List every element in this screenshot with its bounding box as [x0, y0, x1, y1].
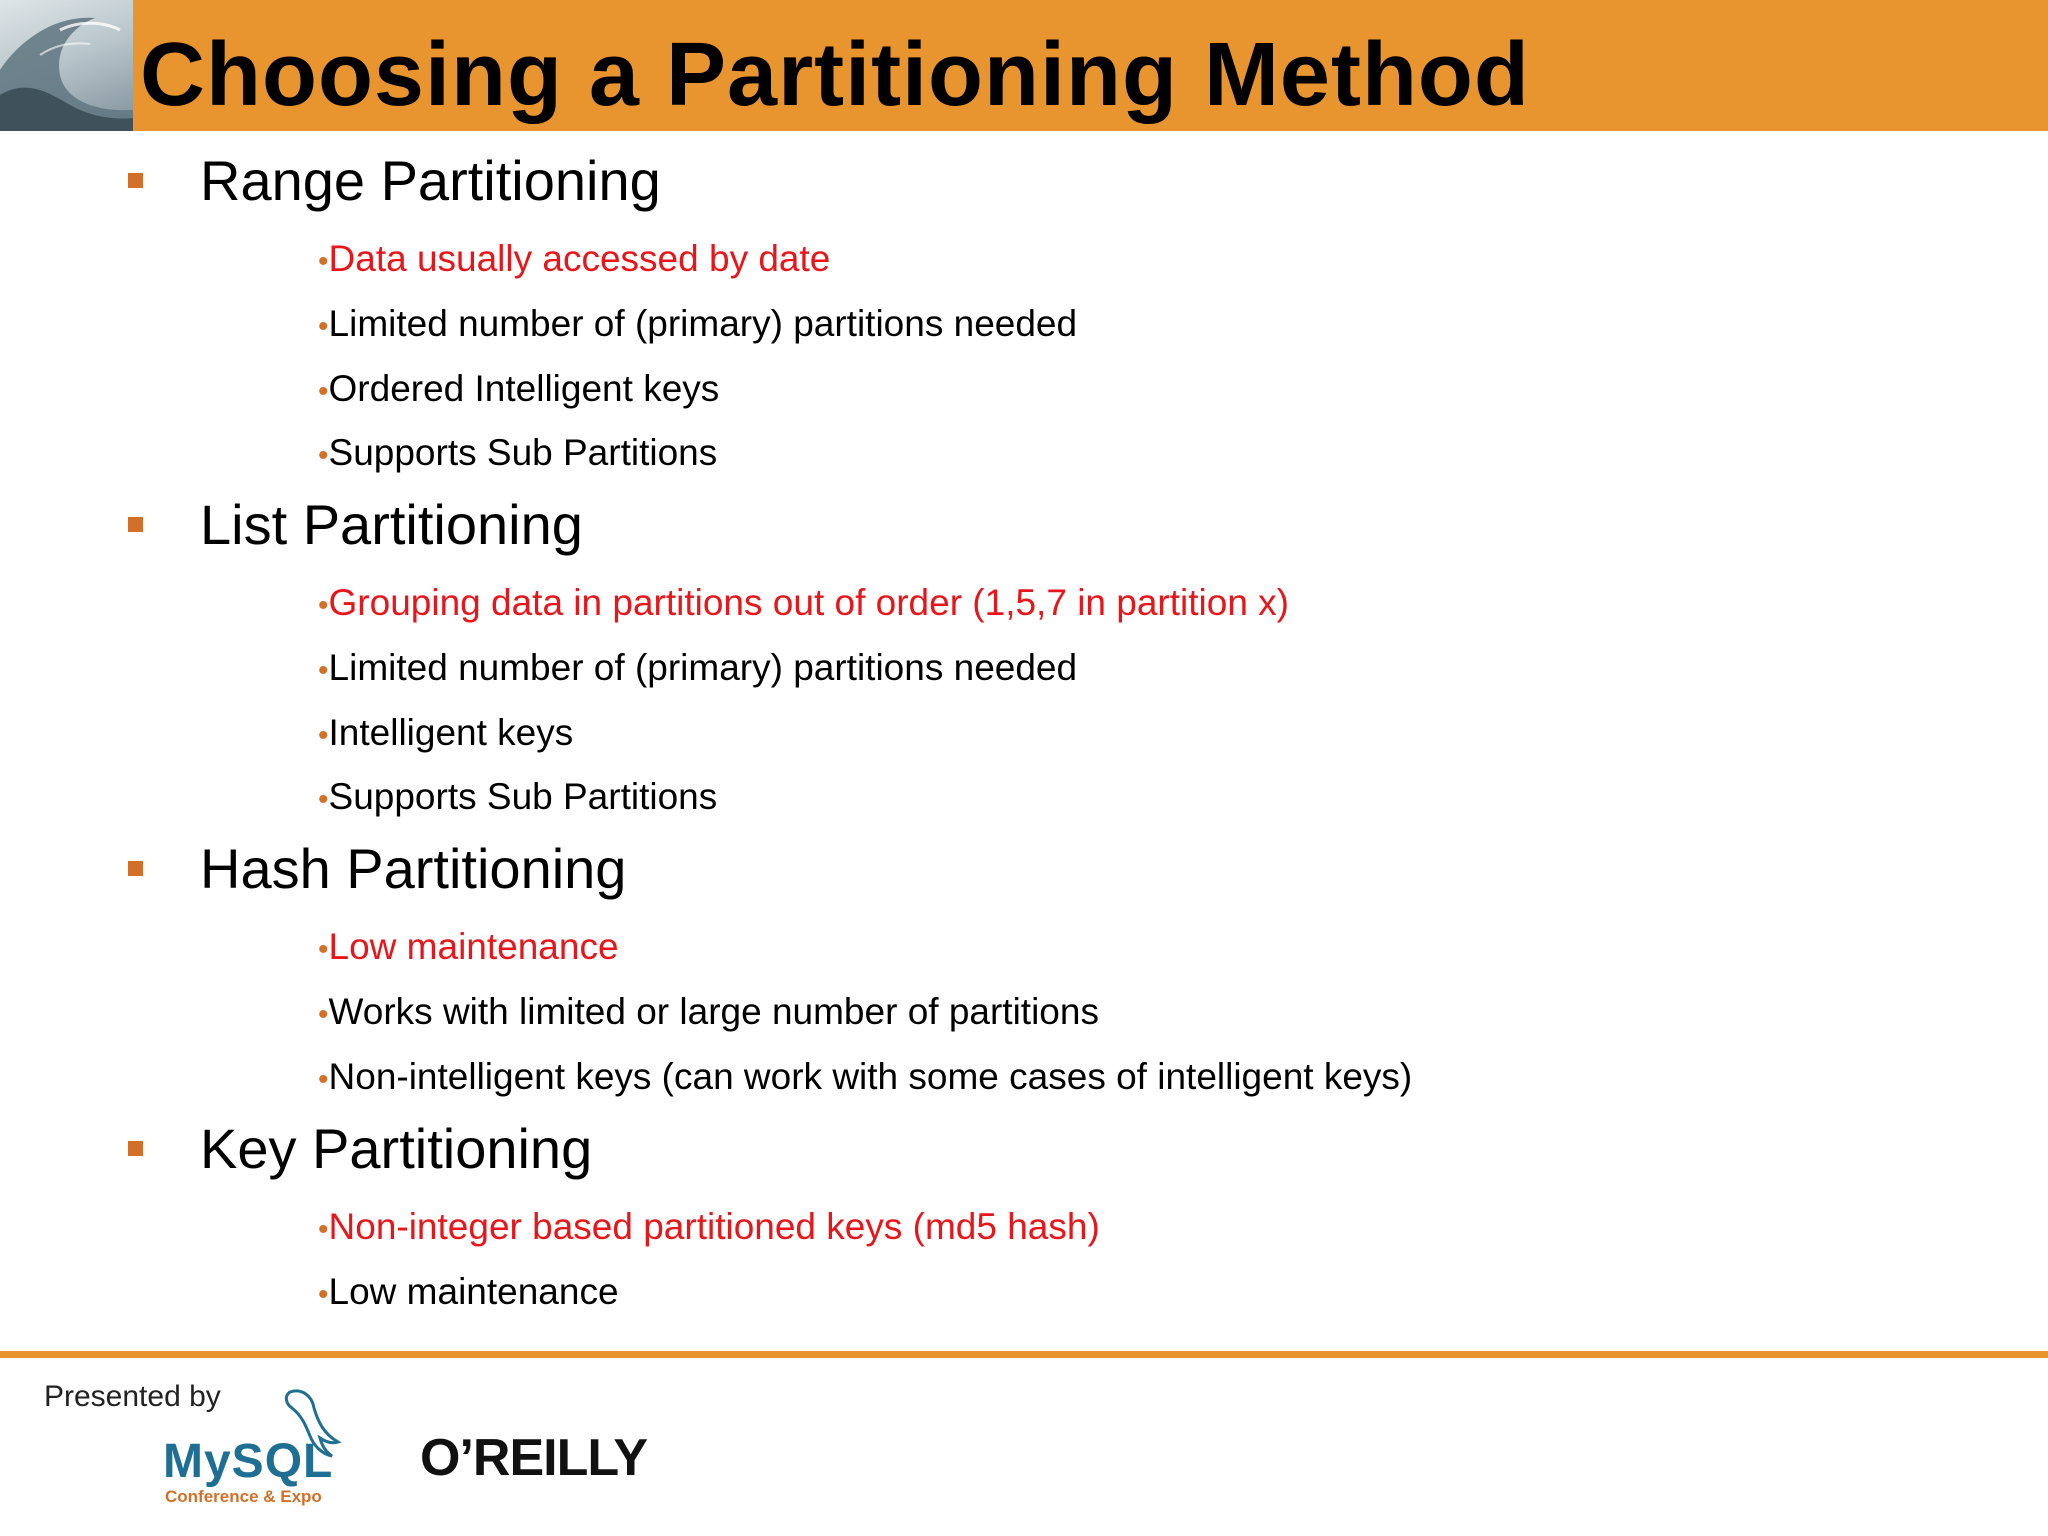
bullet-dot-icon: •	[318, 998, 329, 1031]
bullet-dot-icon: •	[318, 719, 329, 752]
sub-item-range-3	[318, 367, 719, 414]
sub-item-hash-2	[318, 990, 1099, 1037]
sub-item-text: Non-intelligent keys (can work with some cases of intelligent keys)	[328, 1056, 1413, 1097]
bullet-dot-icon: •	[318, 439, 329, 472]
bullet-dot-icon: •	[318, 375, 329, 408]
sub-item-list-2	[318, 646, 1077, 693]
sub-item-range-1	[318, 237, 830, 284]
sub-item-text: Ordered Intelligent keys	[328, 368, 720, 409]
sub-item-key-1	[318, 1205, 1100, 1252]
footer-divider	[0, 1351, 2048, 1358]
section-title: List Partitioning	[200, 493, 583, 556]
bullet-dot-icon: •	[318, 933, 329, 966]
sub-item-range-2	[318, 302, 1077, 349]
sub-item-text: Grouping data in partitions out of order (1,5,7 in partition x)	[328, 582, 1289, 623]
bullet-dot-icon: •	[318, 310, 329, 343]
section-bullet-icon	[128, 861, 143, 876]
bullet-dot-icon: •	[318, 654, 329, 687]
section-bullet-icon	[128, 173, 143, 188]
sub-item-text: Low maintenance	[328, 1271, 619, 1312]
slide-title: Choosing a Partitioning Method	[140, 25, 1530, 125]
bullet-dot-icon: •	[318, 589, 329, 622]
sub-item-range-4	[318, 431, 717, 478]
bullet-dot-icon: •	[318, 245, 329, 278]
sub-item-text: Works with limited or large number of partitions	[328, 991, 1099, 1032]
mysql-tagline: Conference & Expo	[165, 1487, 322, 1506]
sub-item-list-4	[318, 775, 717, 822]
sub-item-hash-1	[318, 925, 619, 972]
sub-item-text: Supports Sub Partitions	[328, 776, 718, 817]
section-bullet-icon	[128, 1141, 143, 1156]
sub-item-list-3	[318, 711, 573, 758]
sub-item-text: Non-integer based partitioned keys (md5 hash)	[328, 1206, 1100, 1247]
sub-item-text: Low maintenance	[328, 926, 619, 967]
mysql-wordmark: MySQL	[163, 1435, 334, 1488]
section-title: Key Partitioning	[200, 1117, 593, 1180]
bullet-dot-icon: •	[318, 783, 329, 816]
sub-item-hash-3	[318, 1055, 1412, 1102]
oreilly-wordmark: O’REILLY	[420, 1429, 648, 1487]
sub-item-text: Limited number of (primary) partitions needed	[328, 647, 1078, 688]
section-title: Hash Partitioning	[200, 837, 627, 900]
sub-item-text: Limited number of (primary) partitions needed	[328, 303, 1078, 344]
sub-item-text: Intelligent keys	[328, 712, 574, 753]
section-title: Range Partitioning	[200, 149, 661, 212]
wave-logo-image	[0, 0, 133, 131]
sub-item-list-1	[318, 581, 1289, 628]
presented-by-label: Presented by	[44, 1380, 221, 1413]
bullet-dot-icon: •	[318, 1213, 329, 1246]
bullet-dot-icon: •	[318, 1063, 329, 1096]
sub-item-text: Data usually accessed by date	[328, 238, 831, 279]
sub-item-text: Supports Sub Partitions	[328, 432, 718, 473]
section-bullet-icon	[128, 517, 143, 532]
sub-item-key-2	[318, 1270, 619, 1317]
bullet-dot-icon: •	[318, 1278, 329, 1311]
